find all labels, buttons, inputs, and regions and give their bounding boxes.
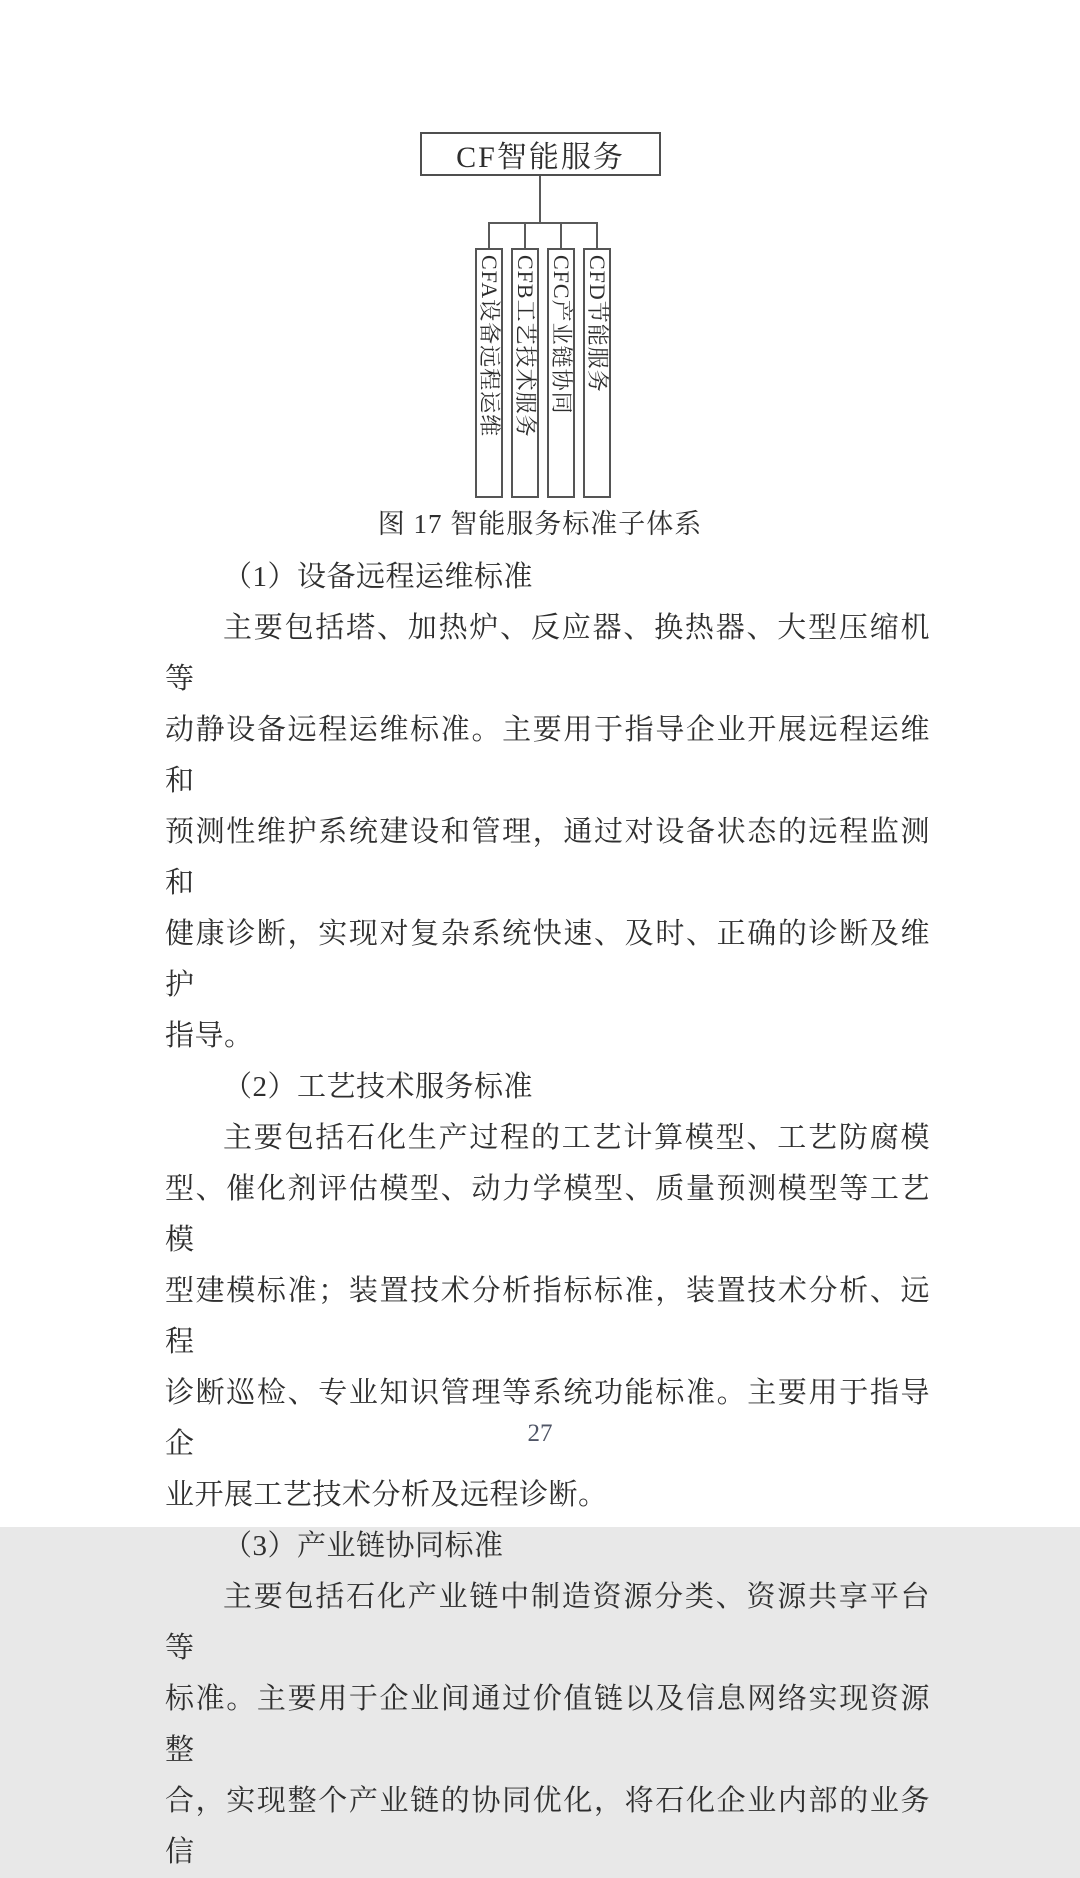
- text-line: 预测性维护系统建设和管理，通过对设备状态的远程监测和: [165, 816, 930, 899]
- section-2: [165, 1062, 930, 1521]
- text-line: 标准。主要用于企业间通过价值链以及信息网络实现资源整: [165, 1683, 930, 1766]
- text-line: 诊断巡检、专业知识管理等系统功能标准。主要用于指导企: [165, 1377, 930, 1460]
- figure-caption: 图 17 智能服务标准子体系: [377, 509, 703, 539]
- text-line: 合，实现整个产业链的协同优化，将石化企业内部的业务信: [165, 1785, 930, 1868]
- section-2-heading: （2）工艺技术服务标准: [223, 1071, 534, 1103]
- section-3-heading: （3）产业链协同标准: [223, 1530, 504, 1562]
- text-line: 主要包括塔、加热炉、反应器、换热器、大型压缩机等: [165, 612, 930, 695]
- chart-child-label-3: CFC产业链协同: [549, 255, 574, 415]
- chart-child-label-4: CFD节能服务: [585, 255, 610, 393]
- connector-stub-2: [524, 224, 526, 248]
- chart-child-node-3: [547, 248, 575, 498]
- text-line: 主要包括石化生产过程的工艺计算模型、工艺防腐模: [223, 1122, 930, 1154]
- text-line: 型建模标准；装置技术分析指标标准，装置技术分析、远程: [165, 1275, 930, 1358]
- connector-stub-1: [488, 224, 490, 248]
- text-line: 健康诊断，实现对复杂系统快速、及时、正确的诊断及维护: [165, 918, 930, 1001]
- text-line: 动静设备远程运维标准。主要用于指导企业开展远程运维和: [165, 714, 930, 797]
- chart-root-label: CF智能服务: [456, 141, 625, 174]
- connector-stub-3: [560, 224, 562, 248]
- section-3: [165, 1521, 930, 1878]
- body-text: [165, 552, 930, 1878]
- chart-child-label-1: CFA设备远程运维: [477, 255, 502, 438]
- text-line: 型、催化剂评估模型、动力学模型、质量预测模型等工艺模: [165, 1173, 930, 1256]
- section-1: [165, 552, 930, 1062]
- text-line: 业开展工艺技术分析及远程诊断。: [165, 1479, 608, 1511]
- text-line: 指导。: [165, 1020, 254, 1052]
- chart-child-node-1: [475, 248, 503, 498]
- text-line: 主要包括石化产业链中制造资源分类、资源共享平台等: [165, 1581, 930, 1664]
- chart-child-label-2: CFB工艺技术服务: [513, 255, 538, 438]
- chart-root-node: [420, 132, 661, 176]
- section-1-heading: （1）设备远程运维标准: [223, 561, 534, 593]
- connector-root-drop: [539, 176, 541, 222]
- org-chart-figure: [0, 0, 1080, 560]
- page-number: 27: [527, 1420, 553, 1447]
- chart-child-node-2: [511, 248, 539, 498]
- chart-child-node-4: [583, 248, 611, 498]
- connector-stub-4: [596, 224, 598, 248]
- connector-horizontal-bus: [488, 222, 598, 224]
